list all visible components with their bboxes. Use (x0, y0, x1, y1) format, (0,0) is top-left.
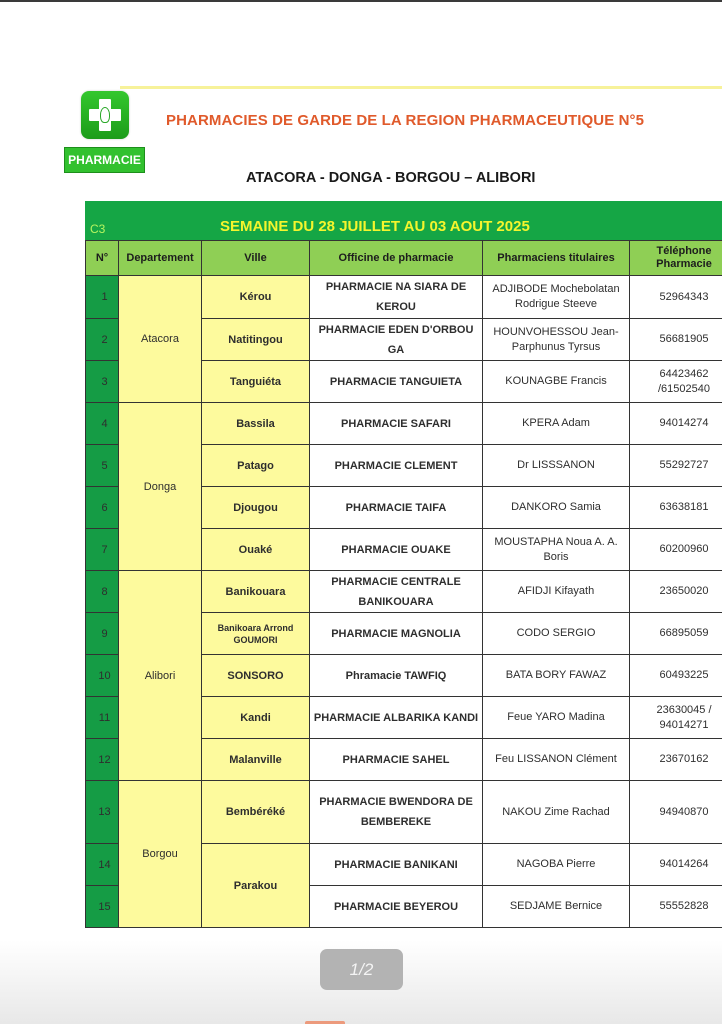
phone-cell: 55292727 (630, 445, 722, 487)
officine-cell: Phramacie TAWFIQ (310, 655, 483, 697)
city-cell: Kandi (202, 697, 310, 739)
officine-cell: PHARMACIE CLEMENT (310, 445, 483, 487)
city-cell: SONSORO (202, 655, 310, 697)
phone-cell: 60200960 (630, 529, 722, 571)
row-number: 1 (86, 276, 119, 319)
city-cell: Tanguiéta (202, 361, 310, 403)
city-cell: Patago (202, 445, 310, 487)
officine-cell: PHARMACIE CENTRALE BANIKOUARA (310, 571, 483, 613)
week-label: SEMAINE DU 28 JUILLET AU 03 AOUT 2025 (220, 218, 530, 235)
table-row (86, 403, 722, 445)
titulaire-cell: Feu LISSANON Clément (483, 739, 630, 781)
row-number: 13 (86, 781, 119, 844)
officine-cell: PHARMACIE TANGUIETA (310, 361, 483, 403)
city-cell: Ouaké (202, 529, 310, 571)
row-number: 3 (86, 361, 119, 403)
officine-cell: PHARMACIE EDEN D'ORBOU GA (310, 319, 483, 361)
pharmacy-cross-icon (81, 91, 129, 139)
header-rule (120, 86, 722, 89)
officine-cell: PHARMACIE ALBARIKA KANDI (310, 697, 483, 739)
officine-cell: PHARMACIE OUAKE (310, 529, 483, 571)
officine-cell: PHARMACIE BANIKANI (310, 844, 483, 886)
table-header-row (86, 241, 722, 276)
phone-cell: 66895059 (630, 613, 722, 655)
city-cell: Bembéréké (202, 781, 310, 844)
cell-reference: C3 (90, 222, 106, 236)
city-cell: Malanville (202, 739, 310, 781)
phone-cell: 56681905 (630, 319, 722, 361)
row-number: 5 (86, 445, 119, 487)
phone-cell: 64423462 /61502540 (630, 361, 722, 403)
phone-cell: 23630045 / 94014271 (630, 697, 722, 739)
titulaire-cell: NAGOBA Pierre (483, 844, 630, 886)
table-row (86, 276, 722, 319)
city-cell: Banikouara (202, 571, 310, 613)
titulaire-cell: Feue YARO Madina (483, 697, 630, 739)
phone-cell: 23650020 (630, 571, 722, 613)
city-cell: Bassila (202, 403, 310, 445)
phone-cell: 63638181 (630, 487, 722, 529)
logo-label: PHARMACIE (64, 147, 145, 173)
phone-cell: 94940870 (630, 781, 722, 844)
column-header-ville: Ville (202, 241, 310, 276)
phone-cell: 60493225 (630, 655, 722, 697)
titulaire-cell: DANKORO Samia (483, 487, 630, 529)
row-number: 12 (86, 739, 119, 781)
officine-cell: PHARMACIE TAIFA (310, 487, 483, 529)
phone-cell: 23670162 (630, 739, 722, 781)
city-cell: Djougou (202, 487, 310, 529)
titulaire-cell: CODO SERGIO (483, 613, 630, 655)
row-number: 4 (86, 403, 119, 445)
column-header-departement: Departement (119, 241, 202, 276)
table-row (86, 781, 722, 844)
officine-cell: PHARMACIE SAHEL (310, 739, 483, 781)
officine-cell: PHARMACIE MAGNOLIA (310, 613, 483, 655)
city-cell: Natitingou (202, 319, 310, 361)
officine-cell: PHARMACIE SAFARI (310, 403, 483, 445)
officine-cell: PHARMACIE BEYEROU (310, 886, 483, 928)
column-header-telephone: Téléphone Pharmacie (630, 241, 722, 276)
titulaire-cell: KPERA Adam (483, 403, 630, 445)
row-number: 14 (86, 844, 119, 886)
row-number: 11 (86, 697, 119, 739)
department-cell: Donga (119, 403, 202, 571)
document-subtitle: ATACORA - DONGA - BORGOU – ALIBORI (246, 170, 536, 186)
table-row (86, 571, 722, 613)
officine-cell: PHARMACIE BWENDORA DE BEMBEREKE (310, 781, 483, 844)
document-title: PHARMACIES DE GARDE DE LA REGION PHARMACEUTIQUE N°5 (166, 112, 645, 129)
row-number: 10 (86, 655, 119, 697)
titulaire-cell: HOUNVOHESSOU Jean-Parphunus Tyrsus (483, 319, 630, 361)
phone-cell: 94014274 (630, 403, 722, 445)
column-header-titulaires: Pharmaciens titulaires (483, 241, 630, 276)
column-header-number: N° (86, 241, 119, 276)
city-cell: Banikoara Arrond GOUMORI (202, 613, 310, 655)
titulaire-cell: NAKOU Zime Rachad (483, 781, 630, 844)
officine-cell: PHARMACIE NA SIARA DE KEROU (310, 276, 483, 319)
phone-cell: 55552828 (630, 886, 722, 928)
titulaire-cell: KOUNAGBE Francis (483, 361, 630, 403)
titulaire-cell: AFIDJI Kifayath (483, 571, 630, 613)
row-number: 15 (86, 886, 119, 928)
titulaire-cell: MOUSTAPHA Noua A. A. Boris (483, 529, 630, 571)
row-number: 9 (86, 613, 119, 655)
pharmacy-table (85, 240, 722, 928)
city-cell: Kérou (202, 276, 310, 319)
department-cell: Atacora (119, 276, 202, 403)
titulaire-cell: SEDJAME Bernice (483, 886, 630, 928)
phone-cell: 94014264 (630, 844, 722, 886)
phone-cell: 52964343 (630, 276, 722, 319)
row-number: 7 (86, 529, 119, 571)
titulaire-cell: BATA BORY FAWAZ (483, 655, 630, 697)
titulaire-cell: ADJIBODE Mochebolatan Rodrigue Steeve (483, 276, 630, 319)
row-number: 2 (86, 319, 119, 361)
department-cell: Borgou (119, 781, 202, 928)
page-indicator[interactable]: 1/2 (320, 949, 403, 990)
department-cell: Alibori (119, 571, 202, 781)
row-number: 8 (86, 571, 119, 613)
row-number: 6 (86, 487, 119, 529)
titulaire-cell: Dr LISSSANON (483, 445, 630, 487)
column-header-officine: Officine de pharmacie (310, 241, 483, 276)
city-cell: Parakou (202, 844, 310, 928)
